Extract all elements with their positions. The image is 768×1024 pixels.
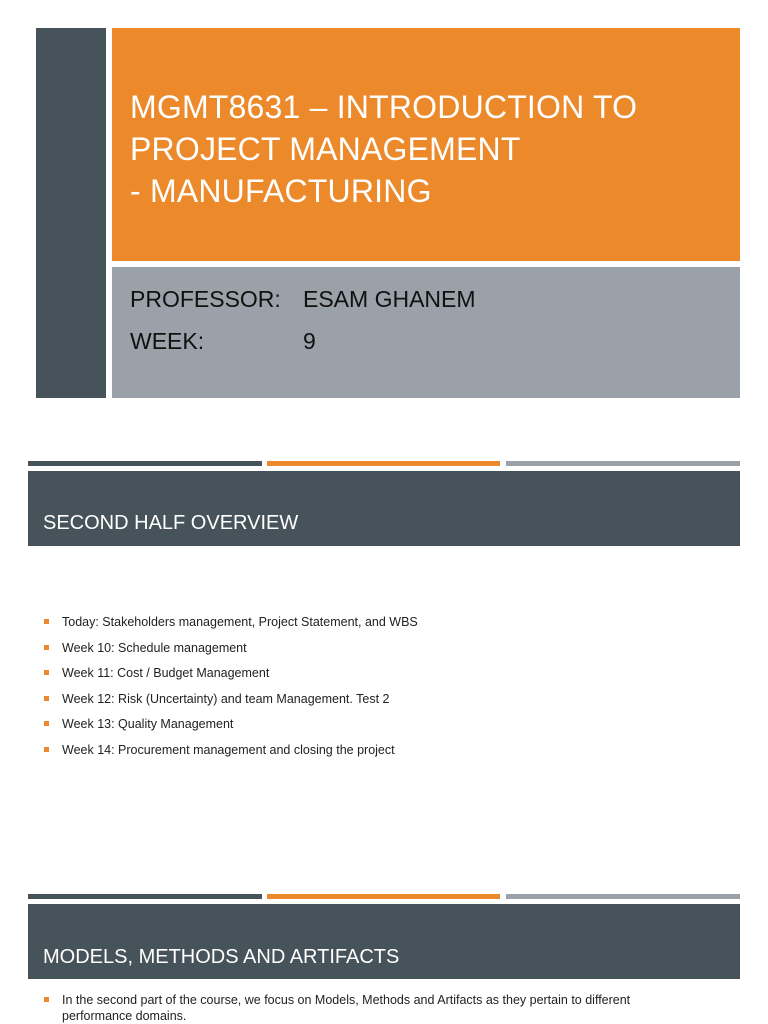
bullet-square-icon [44,721,49,726]
bullet-square-icon [44,747,49,752]
list-item-text: Week 12: Risk (Uncertainty) and team Management. Test 2 [62,691,390,706]
divider-bar-gray [506,461,740,466]
course-title [130,86,730,212]
bullet-square-icon [44,645,49,650]
list-item [44,691,734,717]
professor-row [130,286,476,313]
week-row [130,328,316,355]
list-item [44,640,734,666]
professor-label: PROFESSOR: [130,286,281,312]
bullet-square-icon [44,670,49,675]
list-item [44,716,734,742]
list-item-text: Today: Stakeholders management, Project Statement, and WBS [62,615,418,629]
section-title: MODELS, METHODS AND ARTIFACTS [43,946,400,968]
overview-bullet-list [44,614,734,768]
models-bullet-list [44,992,674,1024]
course-title-line-2: PROJECT MANAGEMENT [130,131,521,167]
course-title-line-3: - MANUFACTURING [130,173,432,209]
divider-bar-dark [28,461,262,466]
list-item-text: Week 10: Schedule management [62,640,247,655]
divider-bar-orange [267,894,500,899]
bullet-square-icon [44,696,49,701]
list-item-text: Week 14: Procurement management and closing the project [62,742,395,757]
week-label: WEEK: [130,328,205,354]
professor-name: ESAM GHANEM [303,286,476,312]
list-item [44,992,674,1024]
list-item-text: Week 11: Cost / Budget Management [62,666,270,681]
section-header-band [28,471,740,546]
list-item [44,665,734,691]
list-item-text: Week 13: Quality Management [62,717,234,732]
section-title: SECOND HALF OVERVIEW [43,512,299,534]
divider-bar-dark [28,894,262,899]
section-header-band [28,904,740,979]
week-number: 9 [303,328,316,354]
divider-bar-gray [506,894,740,899]
divider-bar-orange [267,461,500,466]
course-title-line-1: MGMT8631 – INTRODUCTION TO [130,89,638,125]
list-item-text: In the second part of the course, we focus on Models, Methods and Artifacts as they pertain to different performance domains. [62,993,631,1023]
title-slide-side-bar [36,28,106,398]
list-item [44,742,734,768]
list-item [44,614,734,640]
bullet-square-icon [44,997,49,1002]
bullet-square-icon [44,619,49,624]
